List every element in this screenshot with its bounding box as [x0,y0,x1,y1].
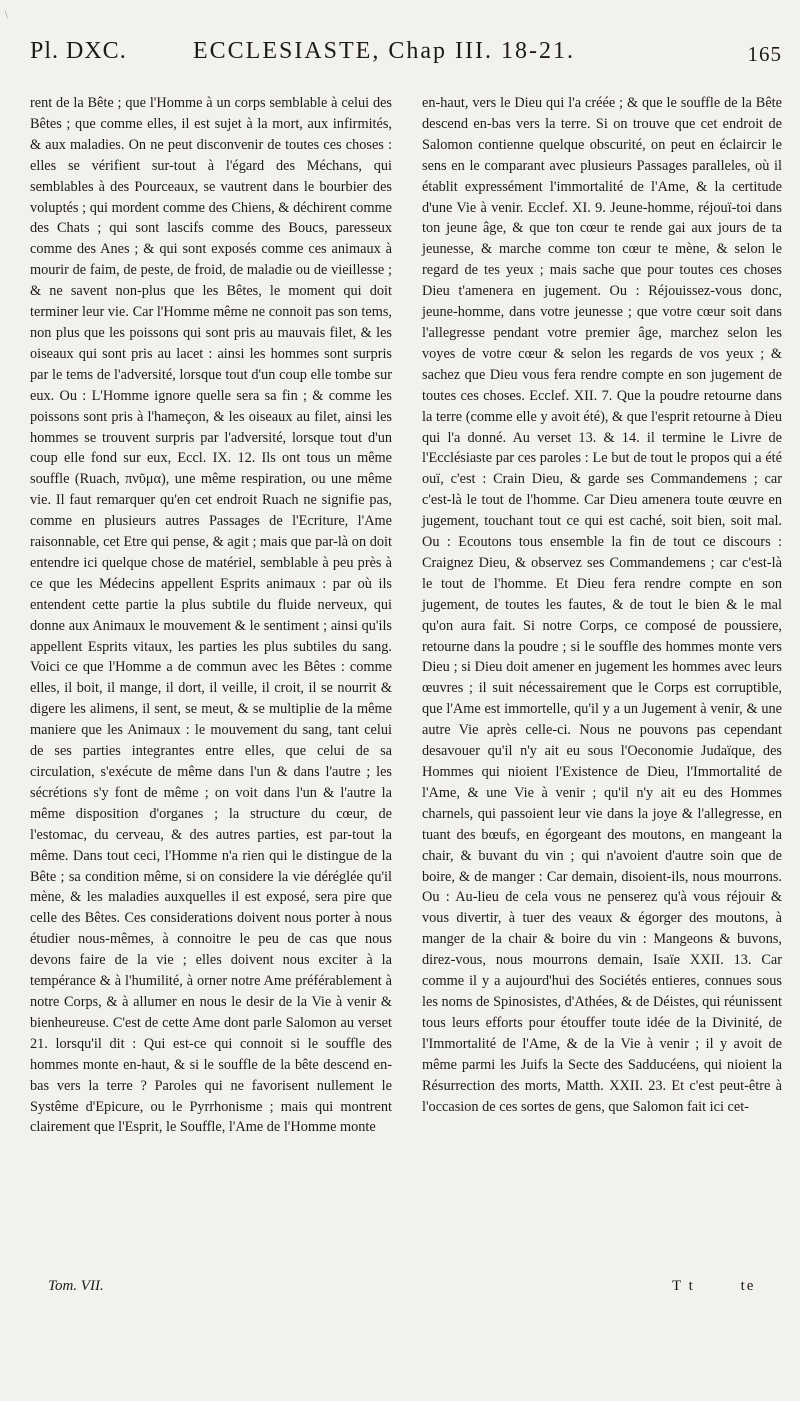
running-header [30,38,782,78]
chapter-title: ECCLESIASTE, Chap III. 18-21. [193,38,575,64]
right-column-text: en-haut, vers le Dieu qui l'a créée ; & que le souffle de la Bête descend en-bas vers la terre. Si on trouve que cet endroit de Salomon contienne quelque obscurité, on peut en éclaircir le sens en le comparant avec plusieurs Passages paralleles, où il établit expressément l'immortalité de l'Ame, & la certitude d'une Vie à venir. Ecclef. XI. 9. Jeune-homme, réjouï-toi dans ton jeune âge, & que ton cœur te rende gai aux jours de ta jeunesse, & marche comme ton cœur te mène, & selon le regard de tes yeux ; mais sache que pour toutes ces choses Dieu t'amenera en jugement. Ou : Réjouissez-vous donc, jeune-homme, dans votre jeunesse ; que votre cœur soit dans l'allegresse pendant votre premier âge, marchez selon les voyes de votre cœur & selon les regards de vos yeux ; & sachez que Dieu vous fera rendre compte en son jugement de toutes ces choses. Ecclef. XII. 7. Que la poudre retourne dans la terre (comme elle y avoit été), & que l'esprit retourne à Dieu qui l'a donné. Au verset 13. & 14. il termine le Livre de l'Ecclésiaste par ces paroles : Le but de tout le propos qui a été ouï, c'est : Crain Dieu, & garde ses Commandemens ; car c'est-là le tout de l'homme. Car Dieu amenera toute œuvre en jugement, touchant tout ce qui est caché, soit bien, soit mal. Ou : Ecoutons tous ensemble la fin de tout ce discours : Craignez Dieu, & observez ses Commandemens ; car c'est-là le tout de l'homme. Et Dieu fera rendre compte en son jugement, de toutes les fautes, & de tout le bien & le mal qu'on aura fait. Si notre Corps, ce composé de poussiere, retourne dans la poudre ; si le souffle des hommes monte vers Dieu ; si Dieu doit amener en jugement les hommes avec leurs œuvres ; il suit nécessairement que le Corps est corruptible, que l'Ame est immortelle, qu'il y a un Jugement à venir, & une autre Vie après celle-ci. Nous ne pouvons pas cependant desavouer qu'il n'y ait eu sous l'Oeconomie Judaïque, des Hommes qui nioient l'Existence de Dieu, l'Immortalité de l'Ame, & une Vie à venir ; qu'il n'y ait eu des Hommes charnels, qui passoient leur vie dans la joye & l'allegresse, en tuant des bœufs, en égorgeant des moutons, en mangeant la chair, & buvant du vin ; qui n'avoient d'autre soin que de boire, & de manger : Car demain, disoient-ils, nous mourrons. Ou : Au-lieu de cela vous ne penserez qu'à vous réjouir & vous divertir, à tuer des veaux & égorger des moutons, à manger de la chair & boire du vin : Mangeons & buvons, direz-vous, nous mourrons demain, Isaïe XXII. 13. Car comme il y a aujourd'hui des Sociétés entieres, connues sous les noms de Spinosistes, d'Athées, & de Déistes, qui réunissent tous leurs efforts pour étouffer toute idée de la Divinité, de l'Immortalité de l'Ame, & de la Vie à venir ; il y avoit de même parmi les Juifs la Secte des Sadducéens, qui nioient la Résurrection des morts, Matth. XXII. 23. Et c'est peut-être à l'occasion de ces sortes de gens, que Salomon fait ici cet- [422,95,782,1115]
right-text-column [422,93,782,1117]
page-number: 165 [747,42,782,66]
plate-number: Pl. DXC. [30,38,127,64]
volume-footer: Tom. VII. [48,1278,104,1294]
catchword: te [740,1278,756,1294]
signature-footer [672,1278,755,1295]
scan-mark: \ [5,10,8,21]
left-column-text: rent de la Bête ; que l'Homme à un corps semblable à celui des Bêtes ; que comme elles, il est sujet à la mort, aux infirmités, & aux maladies. On ne peut disconvenir de toutes ces choses : elles se vérifient sur-tout à l'égard des Méchans, qui semblables à des Pourceaux, se vautrent dans le bourbier des voluptés ; qui mordent comme des Chiens, & déchirent comme des Chats ; qui sont lascifs comme des Boucs, paresseux comme des Anes ; & qui sont exposés comme ces animaux à mourir de faim, de peste, de froid, de maladie ou de vieillesse ; & ne savent non-plus que les Bêtes, le moment qui doit terminer leur vie. Car l'Homme même ne connoit pas son tems, non plus que les poissons qui sont pris au mauvais filet, & les oiseaux qui sont pris au lacet : ainsi les hommes sont surpris par le tems de l'adversité, lorsque tout d'un coup elle tombe sur eux. Ou : L'Homme ignore quelle sera sa fin ; & comme les poissons sont pris à l'hameçon, & les oiseaux au filet, ainsi les hommes se trouvent surpris par l'adversité, lorsque tout d'un coup elle fond sur eux, Eccl. IX. 12. Ils ont tous un même souffle (Ruach, πνῦμα), une même respiration, ou une même vie. Il faut remarquer qu'en cet endroit Ruach ne signifie pas, comme en plusieurs autres Passages de l'Ecriture, l'Ame raisonnable, cet Etre qui pense, & agit ; mais que par-là on doit entendre ici quelque chose de matériel, semblable à peu près à ce que les Médecins appellent Esprits animaux : par où ils entendent cette partie la plus subtile du fluide nerveux, qui donne aux Animaux le mouvement & le sentiment ; ainsi qu'ils appellent Esprits vitaux, les parties les plus subtiles du sang. Voici ce que l'Homme a de commun avec les Bêtes : comme elles, il boit, il mange, il dort, il veille, il croit, il se nourrit & digere les alimens, il sent, se meut, & se multiplie de la même maniere que les Animaux : le mouvement du sang, tant celui de ses parties integrantes entre elles, que celui de sa circulation, s'exécute de même dans l'un & dans l'autre ; les sécrétions s'y font de même ; on voit dans l'un & l'autre la même disposition d'organes ; la structure du cœur, de l'estomac, du cerveau, & des autres parties, est par-tout la même. Dans tout ceci, l'Homme n'a rien qui le distingue de la Bête ; sa condition même, si on considere la vie déréglée qu'il mène, & les maladies auxquelles il est exposé, sera pire que celle des Bêtes. Ces considerations doivent nous porter à nous étudier nous-mêmes, à connoitre le peu de cas que nous devons faire de la vie ; elles doivent nous exciter à la tempérance & à l'humilité, à orner notre Ame préférablement à notre Corps, & à allumer en nous le desir de la Vie à venir & bienheureuse. C'est de cette Ame dont parle Salomon au verset 21. lorsqu'il dit : Qui est-ce qui connoit si le souffle des hommes monte en-haut, & si le souffle de la bête descend en-bas vers la terre ? Paroles qui ne favorisent nullement le Systême d'Epicure, ou le Pyrrhonisme ; mais qui montrent clairement que l'Esprit, le Souffle, l'Ame de l'Homme monte [30,95,392,1136]
signature-mark: T t [672,1278,695,1294]
left-text-column [30,93,392,1138]
